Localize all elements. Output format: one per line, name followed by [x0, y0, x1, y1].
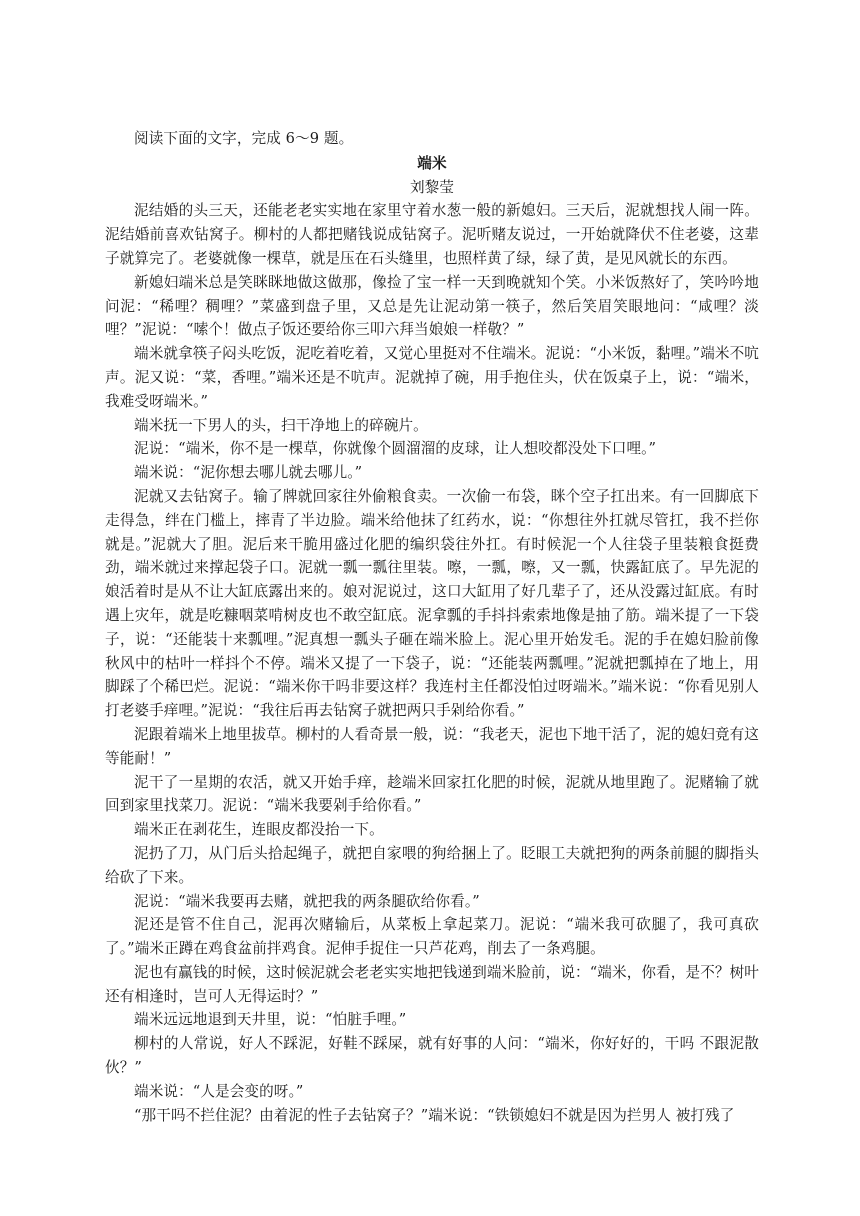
story-body [105, 199, 759, 1127]
paragraph: 泥说：“端米我要再去赌，就把我的两条腿砍给你看。” [134, 892, 480, 910]
story-title: 端米 [417, 154, 447, 172]
paragraph: 泥就又去钻窝子。输了牌就回家往外偷粮食卖。一次偷一布袋，眯个空子扛出来。有一回脚底下走得急，绊在门槛上，摔青了半边脸。端米给他抹了红药水，说：“你想往外扛就尽管扛，我不拦你就是。”泥就大了胆。泥后来干脆用盛过化肥的编织袋往外扛。有时候泥一个人往袋子里装粮食挺费劲，端米就过来撑起袋子口。泥就一瓢一瓢往里装。嚓，一瓢，嚓，又一瓢，快露缸底了。早先泥的娘活着时是从不让大缸底露出来的。娘对泥说过，这口大缸用了好几辈子了，还从没露过缸底。有时遇上灾年，就是吃糠咽菜啃树皮也不敢空缸底。泥拿瓢的手抖抖索索地像是抽了筋。端米提了一下袋子，说：“还能装十来瓢哩。”泥真想一瓢头子砸在端米脸上。泥心里开始发毛。泥的手在媳妇脸前像秋风中的枯叶一样抖个不停。端米又提了一下袋子，说：“还能装两瓢哩。”泥就把瓢掉在了地上，用脚踩了个稀巴烂。泥说：“端米你干吗非要这样？我连村主任都没怕过呀端米。”端米说：“你看见别人打老婆手痒哩。”泥说：“我往后再去钻窝子就把两只手剁给你看。” [105, 487, 759, 720]
paragraph: 端米远远地退到天井里，说：“怕脏手哩。” [134, 1011, 407, 1029]
paragraph: 端米说：“泥你想去哪儿就去哪儿。” [134, 464, 363, 482]
paragraph: 柳村的人常说，好人不踩泥，好鞋不踩屎，就有好事的人问：“端米，你好好的，干吗 不跟泥散伙？” [105, 1035, 759, 1077]
paragraph: 端米正在剥花生，连眼皮都没抬一下。 [134, 821, 384, 839]
reading-instruction: 阅读下面的文字，完成 6～9 题。 [134, 130, 354, 147]
paragraph: 端米抚一下男人的头，扫干净地上的碎碗片。 [134, 416, 428, 434]
paragraph: 泥跟着端米上地里拔草。柳村的人看奇景一般，说：“我老天，泥也下地干活了，泥的媳妇竟有这等能耐！” [105, 725, 759, 767]
paragraph: 泥也有赢钱的时候，这时候泥就会老老实实地把钱递到端米脸前，说：“端米，你看，是不？树叶还有相逢时，岂可人无得运时？” [105, 963, 759, 1005]
paragraph: 泥结婚的头三天，还能老老实实地在家里守着水葱一般的新媳妇。三天后，泥就想找人闹一阵。泥结婚前喜欢钻窝子。柳村的人都把赌钱说成钻窝子。泥听赌友说过，一开始就降伏不住老婆，这辈子就算完了。老婆就像一棵草，就是压在石头缝里，也照样黄了绿，绿了黄，是见风就长的东西。 [105, 202, 759, 267]
paragraph: 泥干了一星期的农活，就又开始手痒，趁端米回家扛化肥的时候，泥就从地里跑了。泥赌输了就回到家里找菜刀。泥说：“端米我要剁手给你看。” [105, 773, 759, 815]
paragraph: 泥说：“端米，你不是一棵草，你就像个圆溜溜的皮球，让人想咬都没处下口哩。” [134, 440, 657, 458]
document-page [105, 127, 759, 1127]
paragraph: 端米就拿筷子闷头吃饭，泥吃着吃着，又觉心里挺对不住端米。泥说：“小米饭，黏哩。”端米不吭声。泥又说：“菜，香哩。”端米还是不吭声。泥就掉了碗，用手抱住头，伏在饭桌子上，说：“端米，我难受呀端米。” [105, 345, 759, 410]
paragraph: 新媳妇端米总是笑眯眯地做这做那，像捡了宝一样一天到晚就知个笑。小米饭熬好了，笑吟吟地问泥：“稀哩？稠哩？”菜盛到盘子里，又总是先让泥动第一筷子，然后笑眉笑眼地问：“咸哩？淡哩？”泥说：“嗦个！做点子饭还要给你三叩六拜当娘娘一样敬？” [105, 273, 759, 339]
story-author: 刘黎莹 [409, 178, 455, 196]
paragraph: “那干吗不拦住泥？由着泥的性子去钻窝子？”端米说：“铁锁媳妇不就是因为拦男人 被打残了 [134, 1106, 735, 1124]
paragraph: 泥还是管不住自己，泥再次赌输后，从菜板上拿起菜刀。泥说：“端米我可砍腿了，我可真砍了。”端米正蹲在鸡食盆前拌鸡食。泥伸手捉住一只芦花鸡，削去了一条鸡腿。 [105, 916, 759, 958]
paragraph: 泥扔了刀，从门后头拾起绳子，就把自家喂的狗给捆上了。眨眼工夫就把狗的两条前腿的脚指头给砍了下来。 [105, 844, 759, 886]
paragraph: 端米说：“人是会变的呀。” [134, 1082, 304, 1100]
